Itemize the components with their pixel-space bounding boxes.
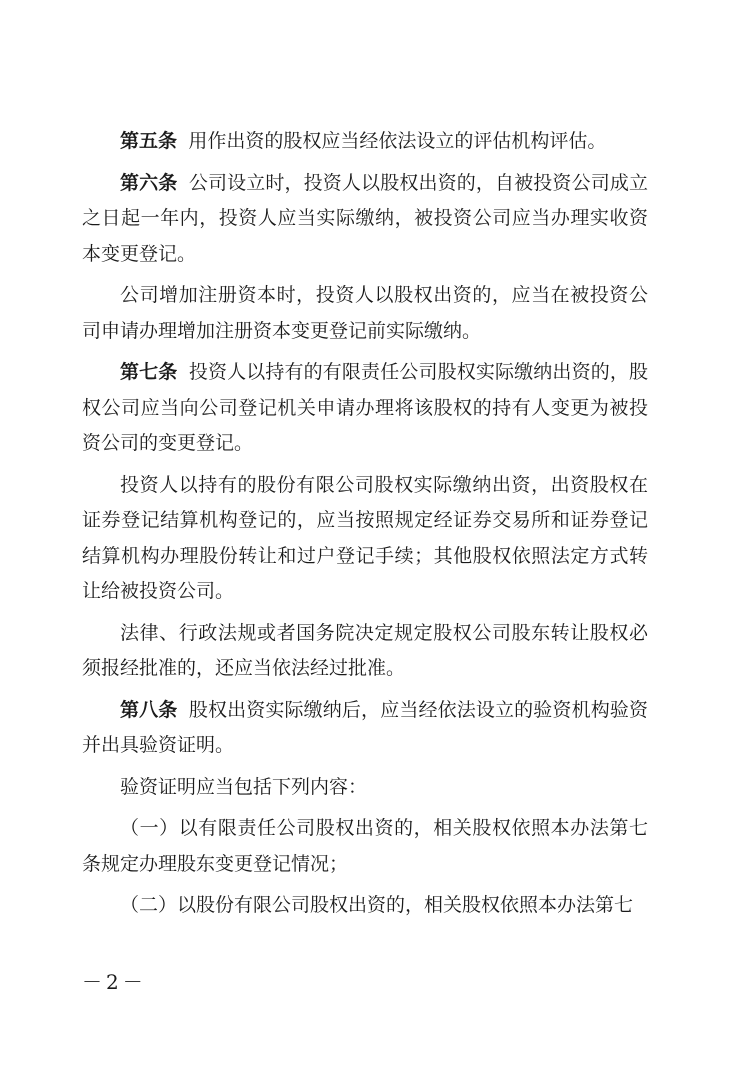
article-6-para-2 — [82, 278, 648, 349]
article-text: （一）以有限责任公司股权出资的，相关股权依照本办法第七条规定办理股东变更登记情况； — [82, 817, 648, 875]
article-text: 投资人以持有的股份有限公司股权实际缴纳出资，出资股权在证券登记结算机构登记的，应当按照规定经证券交易所和证券登记结算机构办理股份转让和过户登记手续；其他股权依照法定方式转让给被投资公司。 — [82, 473, 648, 602]
article-8-para-2 — [82, 770, 648, 806]
article-6 — [82, 166, 648, 273]
article-8 — [82, 693, 648, 764]
page-number: －2－ — [82, 970, 147, 994]
article-text: 用作出资的股权应当经依法设立的评估机构评估。 — [188, 130, 607, 152]
article-heading: 第八条 — [120, 698, 178, 721]
article-text: 验资证明应当包括下列内容： — [120, 775, 368, 798]
article-heading: 第六条 — [120, 171, 178, 194]
article-text: 公司设立时，投资人以股权出资的，自被投资公司成立之日起一年内，投资人应当实际缴纳，被投资公司应当办理实收资本变更登记。 — [82, 171, 648, 265]
article-8-item-2 — [82, 888, 648, 924]
article-7-para-2 — [82, 468, 648, 610]
article-7 — [82, 355, 648, 462]
article-8-item-1 — [82, 811, 648, 882]
article-7-para-3 — [82, 616, 648, 687]
article-text: 法律、行政法规或者国务院决定规定股权公司股东转让股权必须报经批准的，还应当依法经过批准。 — [82, 621, 648, 679]
article-text: 公司增加注册资本时，投资人以股权出资的，应当在被投资公司申请办理增加注册资本变更登记前实际缴纳。 — [82, 284, 648, 342]
article-text: （二）以股份有限公司股权出资的，相关股权依照本办法第七 — [120, 894, 634, 916]
article-text: 股权出资实际缴纳后，应当经依法设立的验资机构验资并出具验资证明。 — [82, 698, 648, 756]
article-5 — [82, 124, 648, 160]
article-heading: 第七条 — [120, 361, 178, 383]
article-text: 投资人以持有的有限责任公司股权实际缴纳出资的，股权公司应当向公司登记机关申请办理将该股权的持有人变更为被投资公司的变更登记。 — [82, 361, 648, 454]
article-heading: 第五条 — [120, 130, 178, 152]
document-body — [82, 124, 648, 930]
